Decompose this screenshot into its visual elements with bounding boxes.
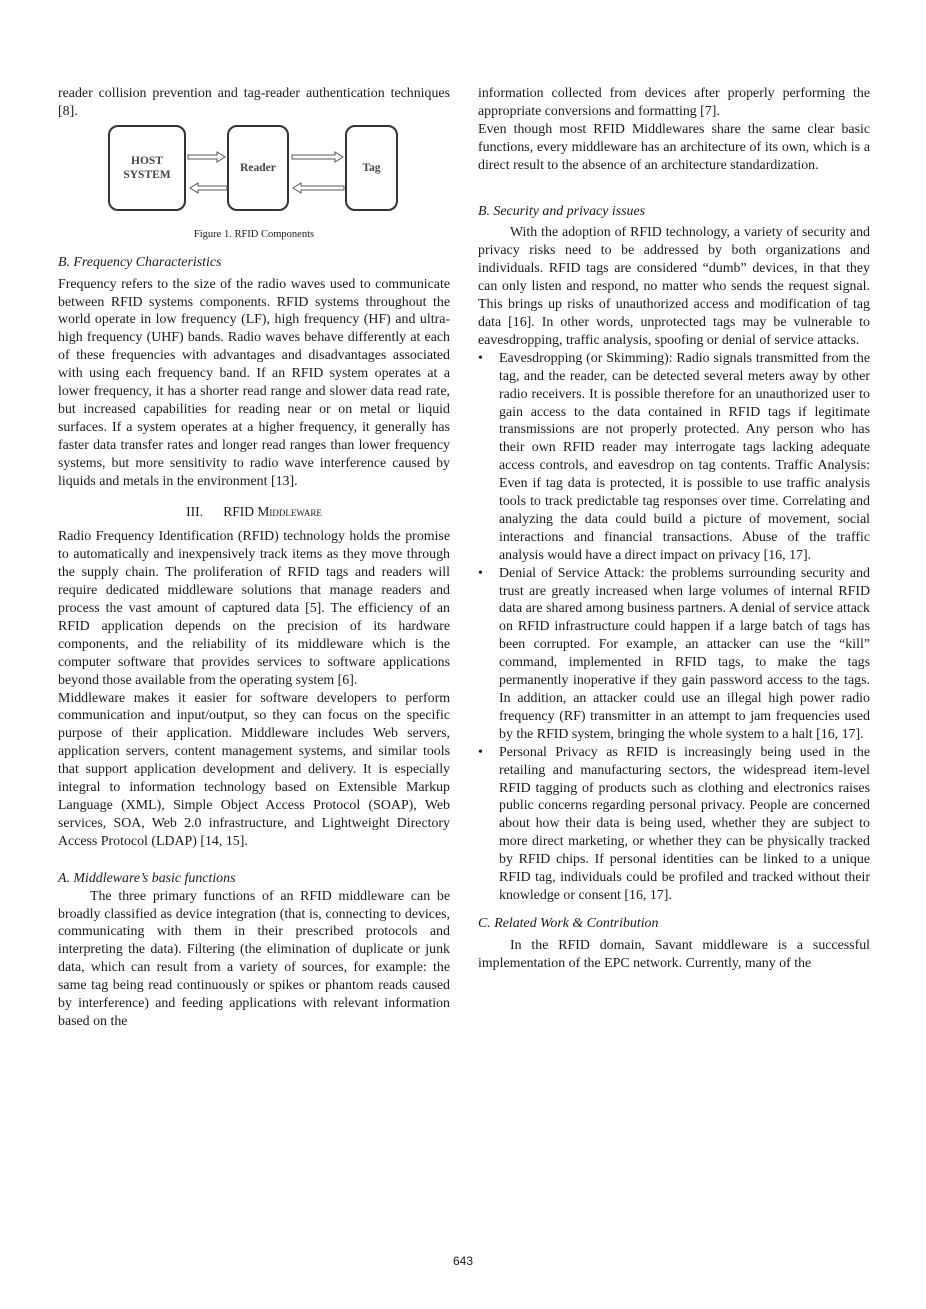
reader-to-tag-arrow-icon <box>291 151 345 163</box>
reader-to-host-arrow-icon <box>188 182 228 194</box>
host-system-box <box>108 125 186 211</box>
reader-box <box>227 125 289 211</box>
host-system-label: HOST SYSTEM <box>123 154 171 181</box>
right-column <box>478 85 870 973</box>
list-item: • Eavesdropping (or Skimming): Radio signals transmitted from the tag, and the reader, can be detected several meters away by other radio receivers. It is possible therefore for an unauthorized user to gain access to the data contained in RFID tags if legitimate transmissions are not properly protected. Any person who has their own RFID reader may interrogate tags lacking adequate access controls, and eavesdrop on tag contents. Traffic Analysis: Even if tag data is protected, it is possible to use traffic analysis tools to track predictable tag responses over time. Correlating and analyzing the data could build a picture of movement, social interactions and financial transactions. Abuse of the traffic analysis would have a direct impact on privacy [16, 17]. <box>478 350 870 565</box>
section-number: III. <box>186 503 203 519</box>
list-item: • Denial of Service Attack: the problems surrounding security and trust are greatly increased when large volumes of internal RFID data are shared among business partners. A denial of service attack on RFID infrastructure could happen if a large batch of tags has been corrupted. For example, an attacker can use the “kill” command, implemented in RFID tags, to make the tags permanently inoperative if they gain password access to the tags. In addition, an attacker could use an illegal high power radio frequency (RF) transmitter in an attempt to jam frequencies used by the RFID system, bringing the whole system to a halt [16, 17]. <box>478 565 870 744</box>
basic-functions-heading: A. Middleware’s basic functions <box>58 870 236 886</box>
middleware-paragraph-2: Middleware makes it easier for software developers to perform communication and input/output, so they can focus on the specific purpose of their application. Middleware includes Web servers, application servers, content management systems, and similar tools that support application development and delivery. It is especially integral to information technology based on Extensible Markup Language (XML), Simple Object Access Protocol (SOAP), Web services, SOA, Web 2.0 infrastructure, and Lightweight Directory Access Protocol (LDAP) [14, 15]. <box>58 690 450 849</box>
section-heading <box>58 503 450 521</box>
host-to-reader-arrow-icon <box>187 151 227 163</box>
frequency-paragraph: Frequency refers to the size of the radio waves used to communicate between RFID systems components. RFID systems throughout the world operate in low frequency (LF), high frequency (HF) and ultra-high frequency (UHF) bands. Radio waves behave differently at each of these frequencies with advantages and disadvantages associated with using each frequency band. If an RFID system operates at a lower frequency, it has a shorter read range and slower data read rate, but increased capabilities for reading near or on metal or liquid surfaces. If a system operates at a higher frequency, it generally has faster data transfer rates and longer read ranges than lower frequency systems, but more sensitivity to radio wave interference caused by liquids and metals in the environment [13]. <box>58 276 450 489</box>
basic-functions-paragraph: The three primary functions of an RFID middleware can be broadly classified as device integration (that is, connecting to devices, communicating with them in their prescribed protocols and interpreting the data). Filtering (the elimination of duplicate or junk data, which can result from a variety of sources, for example: the same tag being read continuously or spikes or phantom reads caused by interference) and feeding applications with relevant information based on the <box>58 888 450 1029</box>
related-work-paragraph: In the RFID domain, Savant middleware is a successful implementation of the EPC network. Currently, many of the <box>478 937 870 971</box>
security-paragraph: With the adoption of RFID technology, a variety of security and privacy risks need to be addressed by both organizations and individuals. RFID tags are considered “dumb” devices, in that they can only listen and respond, no matter who sends the request signal. This brings up risks of unauthorized access and modification of tag data [16]. In other words, unprotected tags may be vulnerable to eavesdropping, traffic analysis, spoofing or denial of service attacks. <box>478 225 870 348</box>
rfid-components-figure <box>58 125 450 217</box>
section-title: RFID Middleware <box>223 503 322 519</box>
middleware-paragraph-1: Radio Frequency Identification (RFID) technology holds the promise to automatically and inexpensively track items as they move through the supply chain. The proliferation of RFID tags and readers will require dedicated middleware solutions that manage readers and process the vast amount of captured data [5]. The efficiency of an RFID application depends on the precision of its hardware components, and the reliability of its middleware which is the computer software that provides services to software applications beyond those available from the operating system [6]. <box>58 529 450 688</box>
intro-tail-paragraph: reader collision prevention and tag-reader authentication techniques [8]. <box>58 86 450 119</box>
figure-caption: Figure 1. RFID Components <box>193 228 315 240</box>
frequency-heading: B. Frequency Characteristics <box>58 254 222 270</box>
tag-box <box>345 125 398 211</box>
architecture-paragraph: Even though most RFID Middlewares share the same clear basic functions, every middleware has an architecture of its own, which is a direct result to the absence of an architecture standardization. <box>478 121 870 173</box>
continuation-paragraph: information collected from devices after properly performing the appropriate conversions and formatting [7]. <box>478 86 870 119</box>
related-work-heading: C. Related Work & Contribution <box>478 915 659 931</box>
list-item: • Personal Privacy as RFID is increasingly being used in the retailing and manufacturing sectors, the widespread item-level RFID tagging of products such as clothing and electronics raises public concerns regarding personal privacy. People are concerned about how their data is being used, whether they are subject to more direct marketing, or whether they can be physically tracked by RFID chips. If personal identities can be linked to a unique RFID tag, individuals could be profiled and tracked without their knowledge or consent [16, 17]. <box>478 744 870 905</box>
reader-label: Reader <box>240 161 276 174</box>
tag-to-reader-arrow-icon <box>291 182 345 194</box>
security-heading: B. Security and privacy issues <box>478 203 646 219</box>
page-number: 643 <box>452 1254 474 1268</box>
tag-label: Tag <box>362 161 381 174</box>
threat-list <box>478 350 870 905</box>
left-column <box>58 85 450 1031</box>
